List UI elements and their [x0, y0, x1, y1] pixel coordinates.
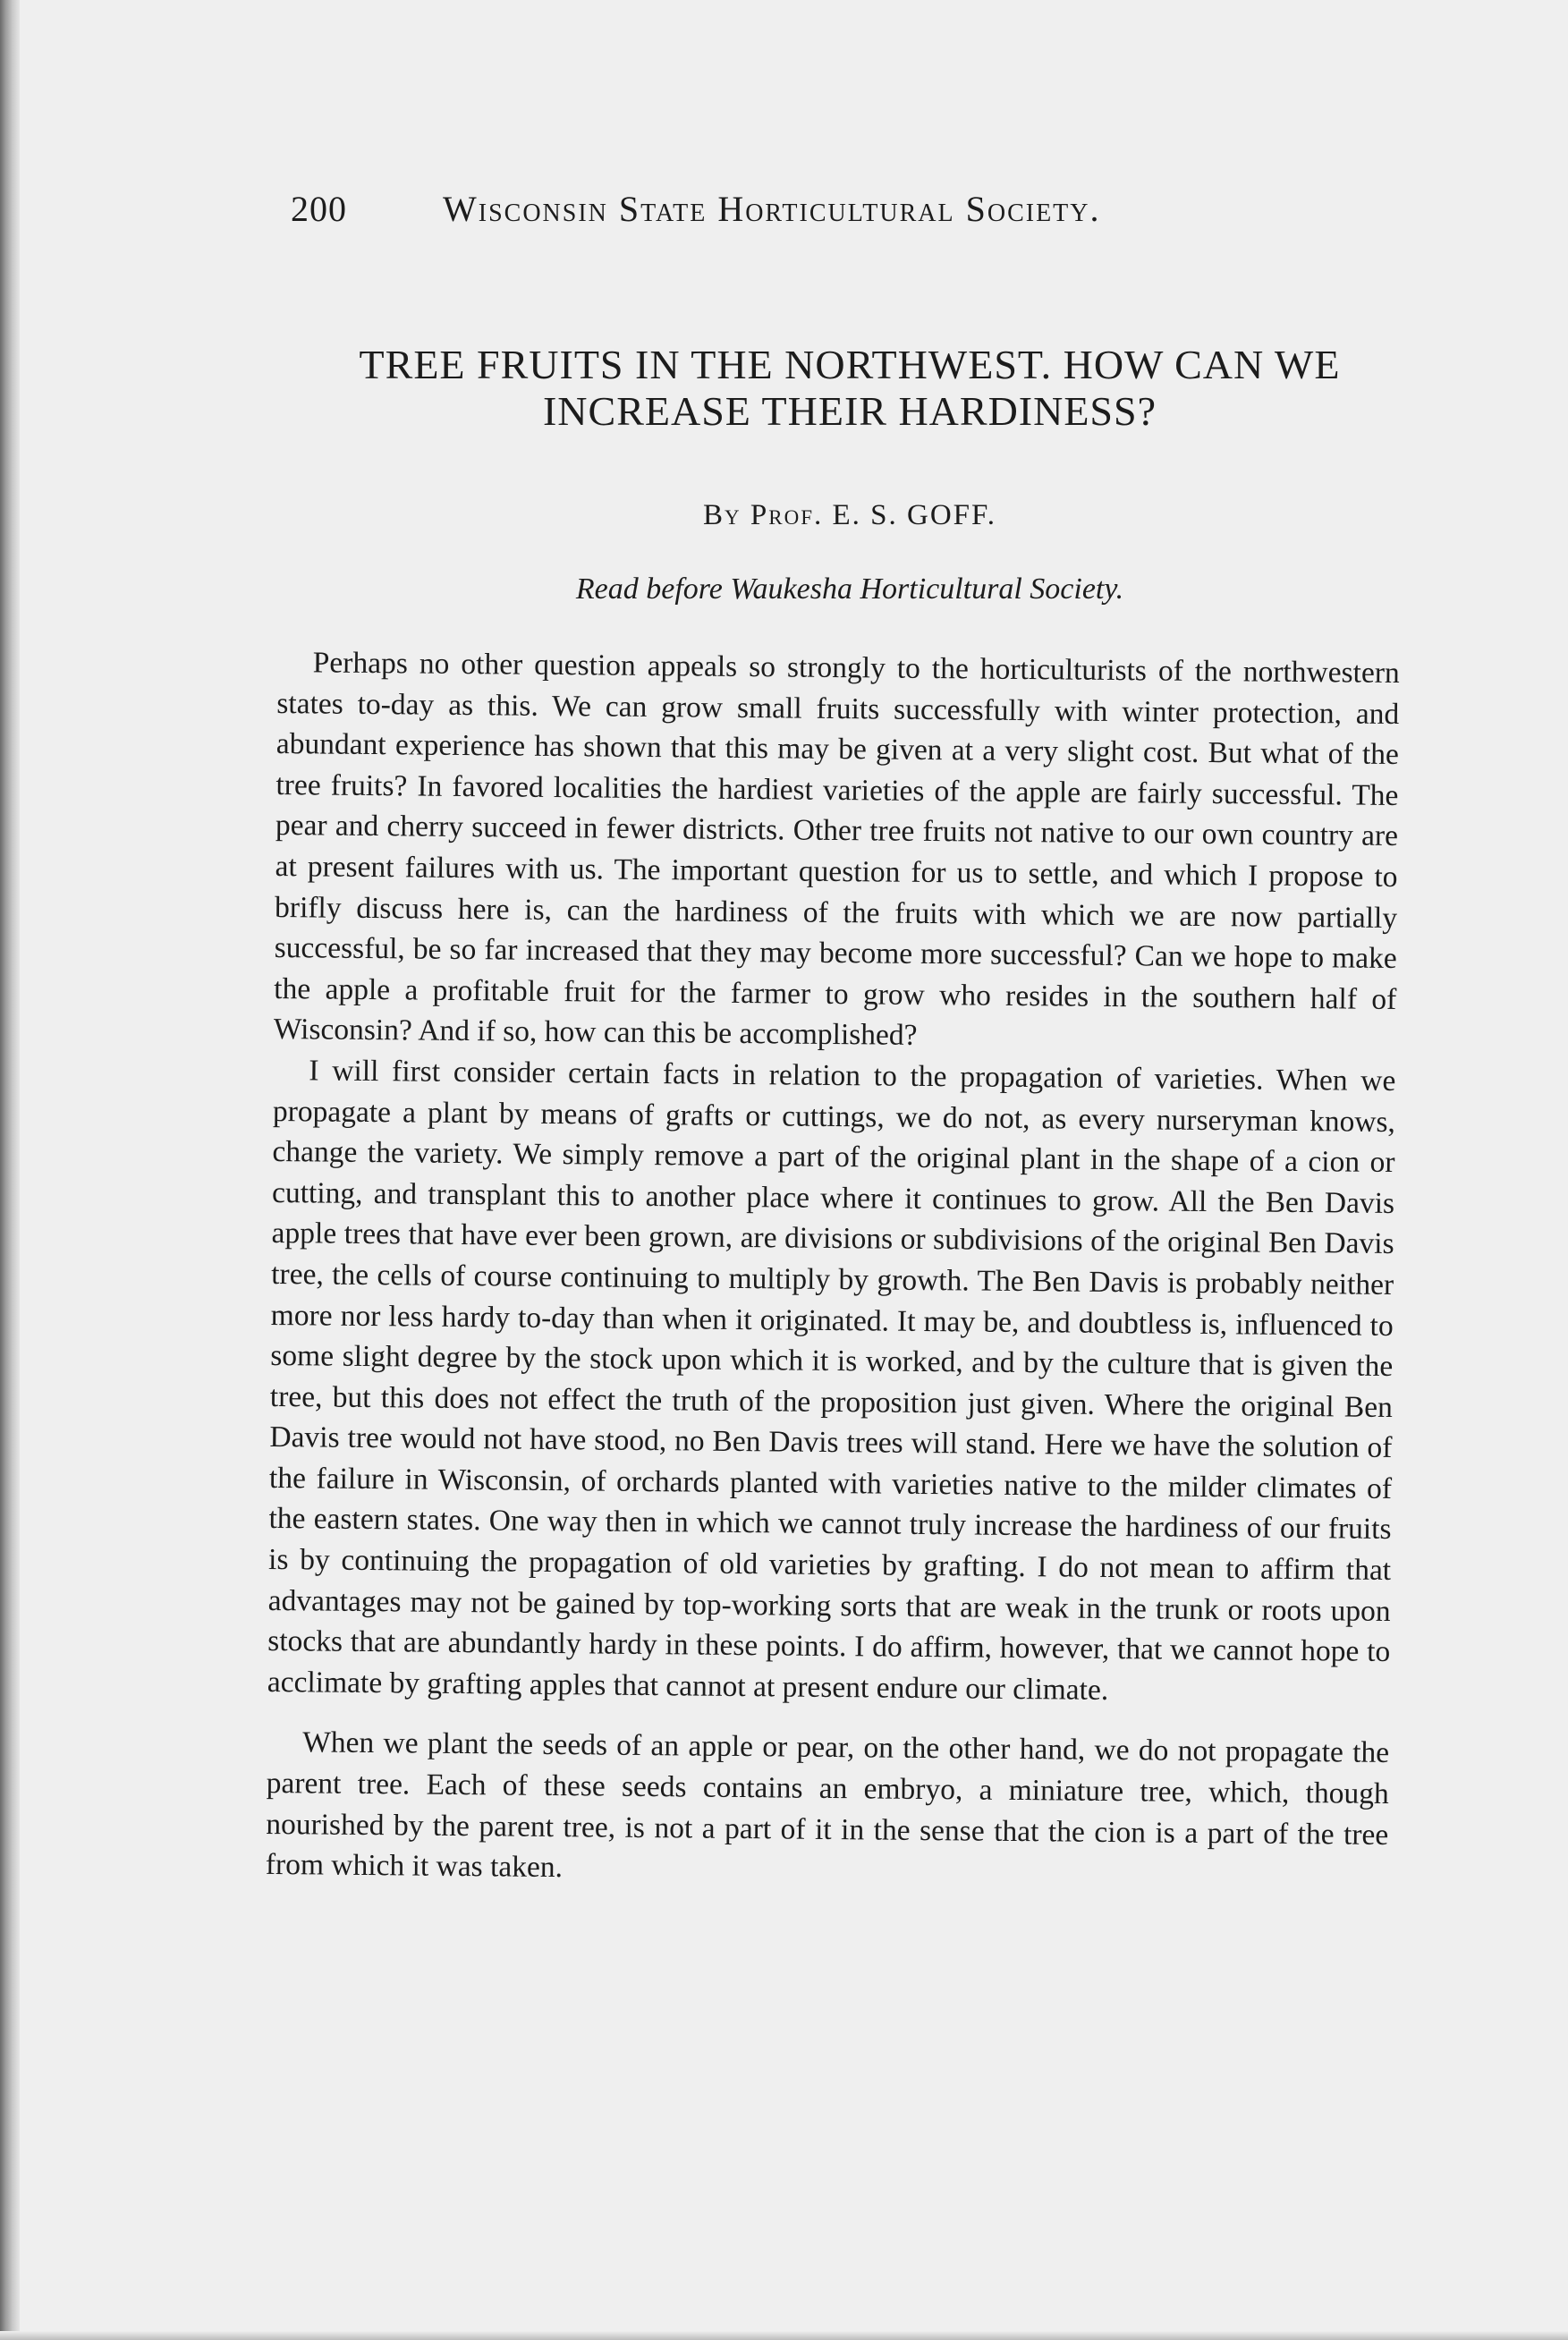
read-note: Read before Waukesha Horticultural Society. — [575, 572, 1124, 606]
article-body — [266, 642, 1400, 1896]
paragraph: Perhaps no other question appeals so strongly to the horticulturists of the northwestern states to-day as this. We can grow small fruits successfully with winter protection, and abundant experience has shown that this may be given at a very slight cost. But what of the tree fruits? In favored localities the hardiest varieties of the apple are fairly successful. The pear and cherry succeed in fewer districts. Other tree fruits not native to our own country are at present failures with us. The important question for us to settle, and which I propose to brifly discuss here is, can the hardiness of the fruits with which we are now partially successful, be so far increased that they may become more successful? Can we hope to make the apple a profitable fruit for the farmer to grow who resides in the southern half of Wisconsin? And if so, how can this be accomplished? — [273, 646, 1400, 1053]
paragraph: I will first consider certain facts in relation to the propagation of varieties. When we propagate a plant by means of grafts or cuttings, we do not, as every nurseryman knows, change the variety. We simply remove a part of the original plant in the shape of a cion or cutting, and transplant this to another place where it continues to grow. All the Ben Davis apple trees that have ever been grown, are divisions or subdivisions of the original Ben Davis tree, the cells of course continuing to multiply by growth. The Ben Davis is probably neither more nor less hardy to-day than when it originated. It may be, and doubtless is, influenced to some slight degree by the stock upon which it is worked, and by the culture that is given the tree, but this does not effect the truth of the proposition just given. Where the original Ben Davis tree would not have stood, no Ben Davis trees will stand. Here we have the solution of the failure in Wisconsin, of orchards planted with varieties native to the milder climates of the eastern states. One way then in which we cannot truly increase the hardiness of our fruits is by continuing the propagation of old varieties by grafting. I do not mean to affirm that advantages may not be gained by top-working sorts that are weak in the trunk or roots upon stocks that are abundantly hardy in these points. I do affirm, however, that we cannot hope to acclimate by grafting apples that cannot at present endure our climate. — [267, 1054, 1396, 1707]
byline: By Prof. E. S. GOFF. — [703, 499, 996, 531]
article-title: TREE FRUITS IN THE NORTHWEST. HOW CAN WE INCREASE THEIR HARDINESS? — [359, 342, 1341, 434]
paragraph: When we plant the seeds of an apple or pear, on the other hand, we do not propagate the parent tree. Each of these seeds contains an embryo, a miniature tree, which, though nourished by the parent tree, is not a part of it in the sense that the cion is a part of the tree from which it was taken. — [265, 1725, 1390, 1885]
page-bottom-edge — [0, 2331, 1568, 2340]
page-number: 200 — [291, 189, 347, 229]
journal-title: Wisconsin State Horticultural Society. — [443, 189, 1101, 229]
binding-edge — [0, 0, 20, 2340]
